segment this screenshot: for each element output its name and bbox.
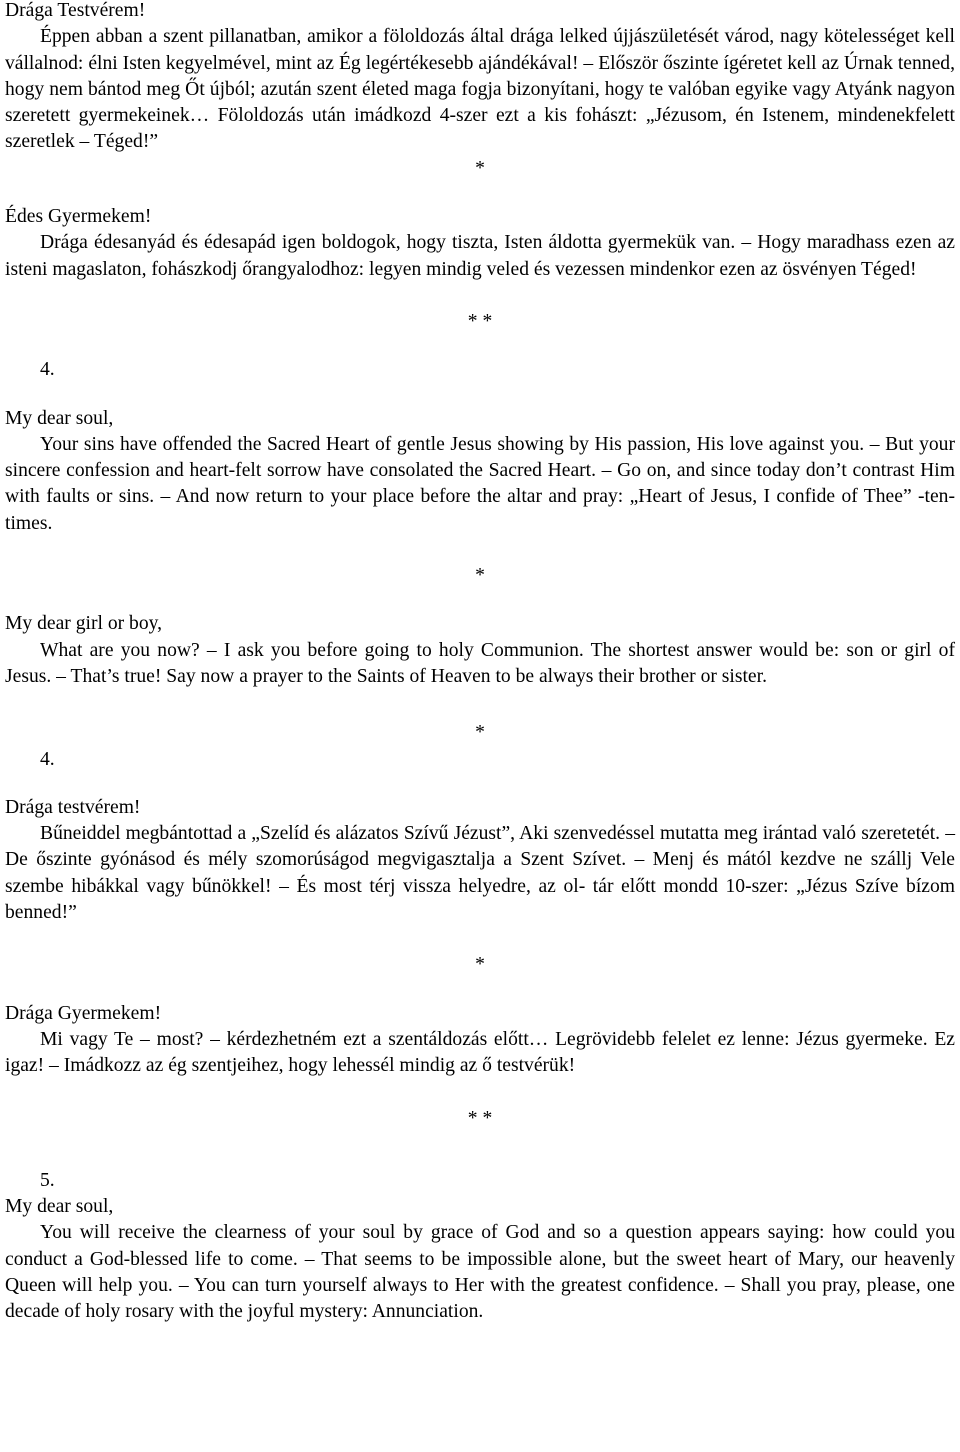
paragraph-en-4: Your sins have offended the Sacred Heart of gentle Jesus showing by His passion, His love against you. – But your sincere confession and heart-felt sorrow have consolated the Sacred Heart. – Go on, and since today don’t contrast Him with faults or sins. – And now return to your place before the altar and pray: „Heart of Jesus, I confide of Thee” -ten-times. bbox=[5, 433, 955, 534]
greeting-hu-1: Drága Testvérem! bbox=[5, 0, 146, 21]
greeting-en-4b: My dear girl or boy, bbox=[5, 613, 163, 635]
paragraph-hu-2: Drága édesanyád és édesapád igen boldogok, hogy tiszta, Isten áldotta gyermekük van. – Hogy maradhass ezen az isteni magaslaton, fohászkodj őrangyalodhoz: legyen mindig veled és vezessen mindenkor ezen az ösvényen Téged! bbox=[5, 232, 955, 280]
paragraph-hu-1: Éppen abban a szent pillanatban, amikor a föloldozás által drága lelked újjászületését várod, nagy kötelességet kell vállalnod: élni Isten kegyelmével, mint az Ég legértékesebb ajándékával! – Először őszinte ígéretet kell az Úrnak tenned, hogy nem bántod meg Őt újból; azután szent életed maga fogja bizonyítani, hogy te valóban egyike vagy Atyánk nagyon szeretett gyermekeinek… Föloldozás után imádkozd 4-szer ezt a kis fohászt: „Jézusom, én Istenem, mindenekfelett szeretlek – Téged!” bbox=[5, 26, 955, 153]
paragraph-en-5: You will receive the clearness of your soul by grace of God and so a question appears saying: how could you conduct a God-blessed life to come. – That seems to be impossible alone, but the sweet heart of Mary, our heavenly Queen will help you. – You can turn yourself always to Her with the greatest confidence. – Shall you pray, please, one decade of holy rosary with the joyful mystery: Annunciation. bbox=[5, 1222, 955, 1323]
document-page bbox=[5, 0, 955, 1326]
section-number-en-5: 5. bbox=[40, 1169, 55, 1191]
section-number-hu-4: 4. bbox=[40, 748, 55, 770]
section-number-en-4: 4. bbox=[40, 359, 55, 381]
paragraph-en-4b: What are you now? – I ask you before going to holy Communion. The shortest answer would be: son or girl of Jesus. – That’s true! Say now a prayer to the Saints of Heaven to be always their brother or sister. bbox=[5, 639, 955, 687]
separator-3: * bbox=[475, 565, 485, 587]
paragraph-hu-4b: Mi vagy Te – most? – kérdezhetném ezt a szentáldozás előtt… Legrövidebb felelet ez lenne: Jézus gyermeke. Ez igaz! – Imádkozz az ég szentjeihez, hogy lehessél mindig az ő testvérük! bbox=[5, 1028, 955, 1077]
paragraph-hu-4: Bűneiddel megbántottad a „Szelíd és alázatos Szívű Jézust”, Aki szenvedéssel mutatta meg irántad való szeretetét. – De őszinte gyónásod és mély szomorúságod megvigasztalja a Szent Szívet. – Menj és mától kezdve ne szállj Vele szembe hibákkal vagy bűnökkel! – És most térj vissza helyedre, az ol- tár előtt mondd 10-szer: „Jézus Szíve bízom benned!” bbox=[5, 823, 955, 924]
separator-6: * * bbox=[467, 1107, 493, 1129]
greeting-en-4: My dear soul, bbox=[5, 407, 114, 429]
separator-2: * * bbox=[467, 310, 493, 332]
separator-1: * bbox=[475, 157, 485, 179]
greeting-hu-4: Drága testvérem! bbox=[5, 796, 141, 818]
separator-5: * bbox=[475, 954, 485, 976]
greeting-hu-2: Édes Gyermekem! bbox=[5, 206, 152, 228]
separator-4: * bbox=[475, 722, 485, 744]
greeting-en-5: My dear soul, bbox=[5, 1196, 114, 1218]
greeting-hu-4b: Drága Gyermekem! bbox=[5, 1002, 162, 1024]
